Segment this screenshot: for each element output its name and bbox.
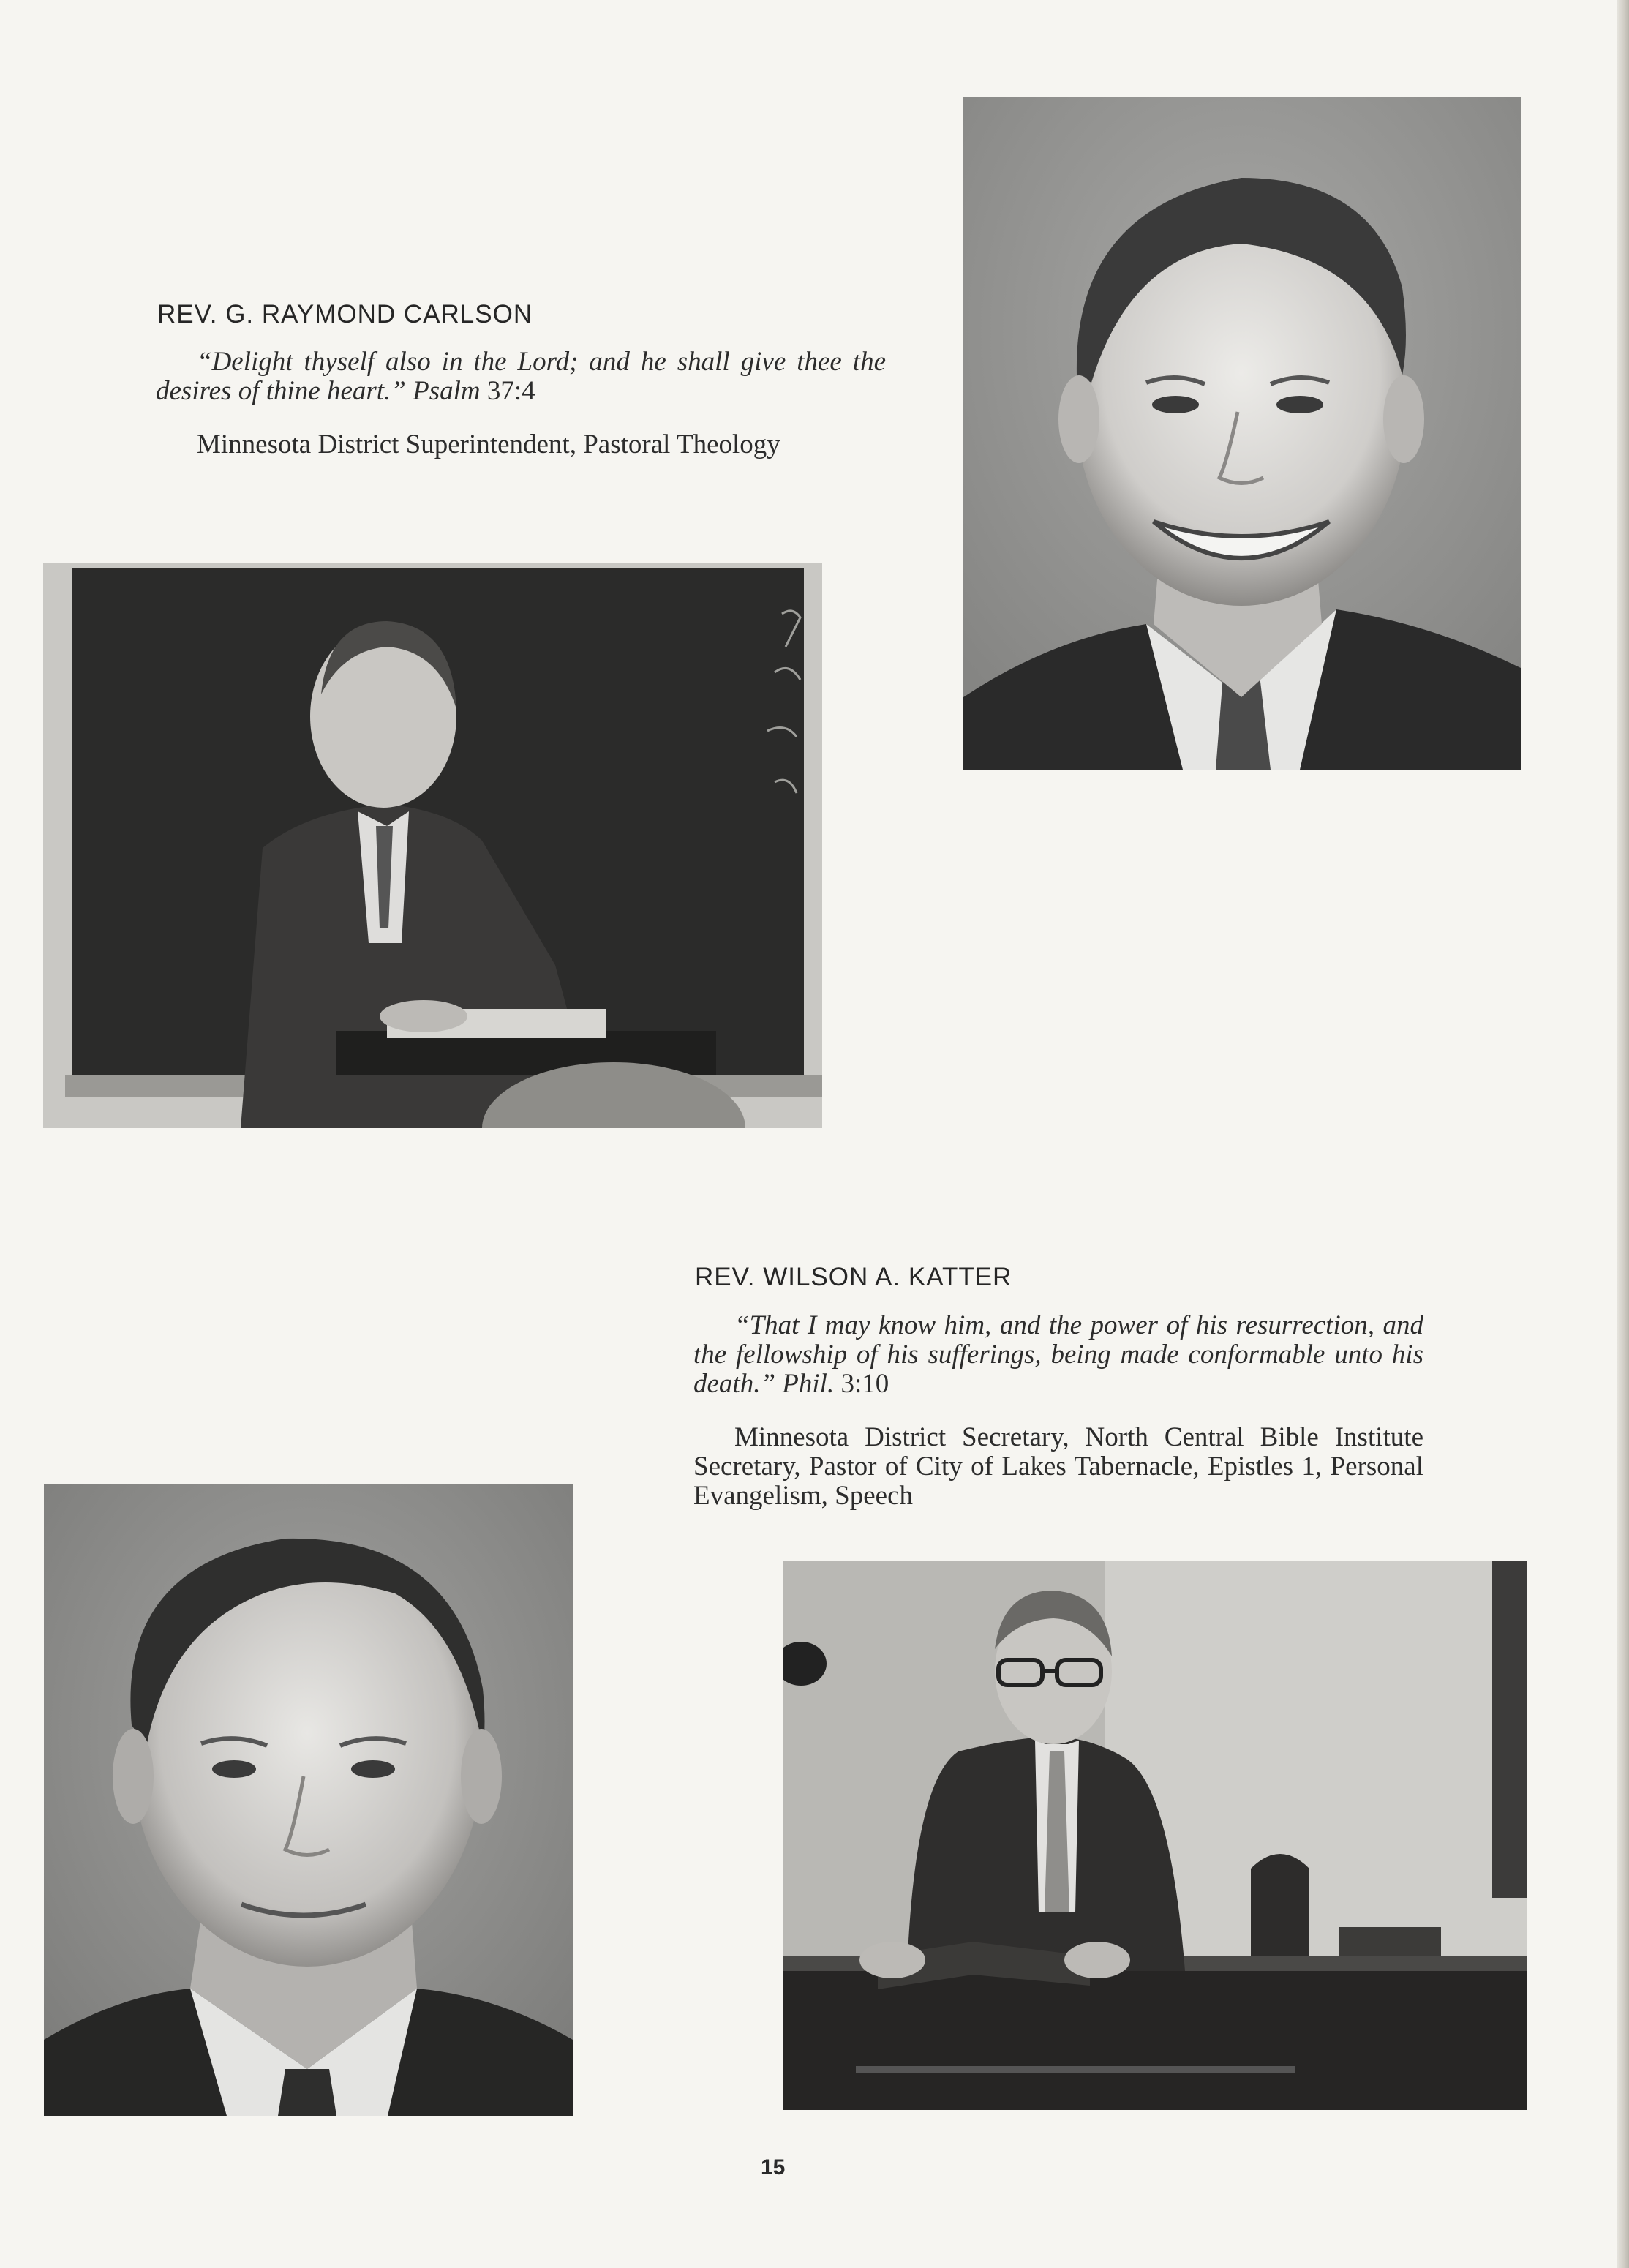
- carlson-description-text: Minnesota District Superintendent, Pastoral Theology: [197, 429, 780, 459]
- carlson-description: [156, 430, 886, 459]
- page-edge: [1617, 0, 1629, 2268]
- carlson-verse-number: 37:4: [486, 376, 535, 406]
- katter-name: REV. WILSON A. KATTER: [695, 1263, 1012, 1291]
- katter-verse-text: “That I may know him, and the power of his resurrection, and the fellowship of his sufferings, being made conformable unto his death.”: [693, 1310, 1423, 1399]
- katter-description: [693, 1423, 1423, 1511]
- katter-portrait-photo: [44, 1484, 573, 2116]
- katter-verse: [693, 1311, 1423, 1399]
- page-number: 15: [761, 2155, 786, 2179]
- katter-reading-photo: [783, 1561, 1527, 2110]
- carlson-verse-text: “Delight thyself also in the Lord; and he shall give thee the desires of thine heart.”: [156, 347, 886, 406]
- katter-description-text: Minnesota District Secretary, North Central Bible Institute Secretary, Pastor of City of Lakes Tabernacle, Epistles 1, Personal Evangelism, Speech: [693, 1422, 1423, 1511]
- carlson-verse: [156, 348, 886, 406]
- katter-verse-number: 3:10: [840, 1369, 889, 1399]
- carlson-classroom-photo: [43, 563, 822, 1128]
- carlson-verse-book: Psalm: [413, 376, 481, 406]
- katter-verse-book: Phil.: [782, 1369, 835, 1399]
- carlson-name: REV. G. RAYMOND CARLSON: [157, 300, 533, 328]
- carlson-portrait-photo: [963, 97, 1521, 770]
